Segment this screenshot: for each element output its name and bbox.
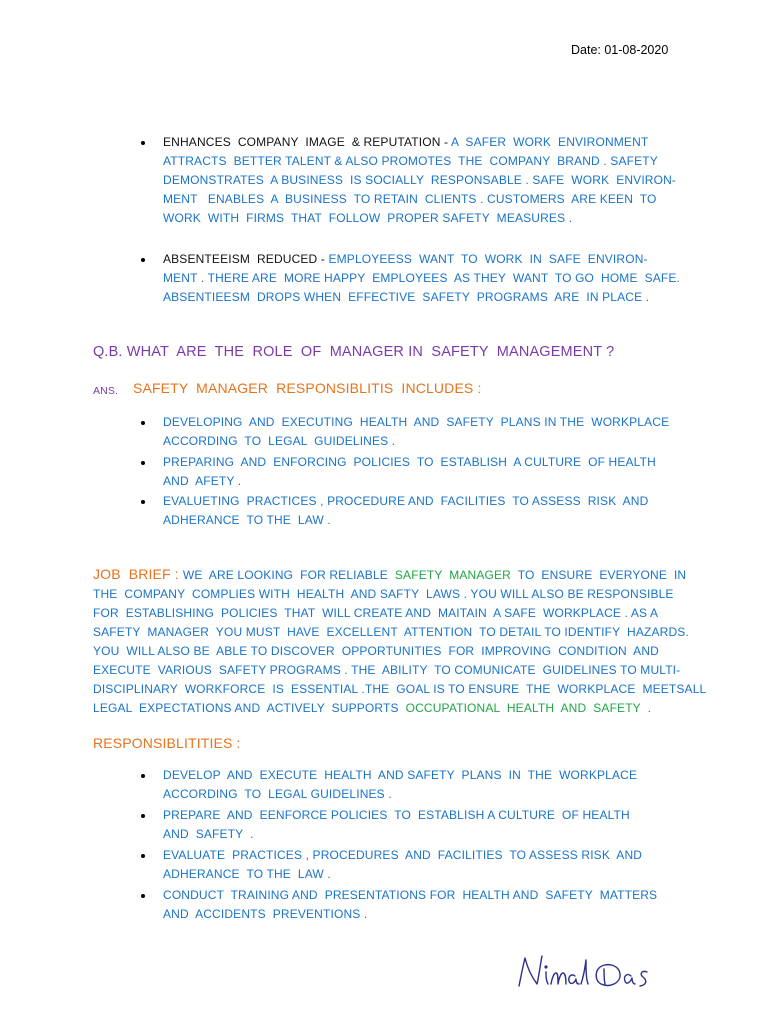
benefit-text: MENT ENABLES A BUSINESS TO RETAIN CLIENTS . CUSTOMERS ARE KEEN TO — [163, 192, 657, 206]
benefit-text: ABSENTIEESM DROPS WHEN EFFECTIVE SAFETY PROGRAMS ARE IN PLACE . — [163, 290, 650, 304]
bullet — [141, 500, 145, 504]
benefit-line — [163, 252, 648, 266]
benefit-text: MENT . THERE ARE MORE HAPPY EMPLOYEES AS THEY WANT TO GO HOME SAFE. — [163, 271, 681, 285]
answer-prefix: ANS. — [93, 385, 119, 397]
responsibility-item: AND ACCIDENTS PREVENTIONS . — [163, 907, 368, 921]
bullet — [141, 141, 145, 145]
answer-item: AND AFETY . — [163, 474, 242, 488]
bullet — [141, 894, 145, 898]
job-brief-text: TO ENSURE EVERYONE IN — [510, 568, 687, 582]
benefit-heading: ABSENTEEISM REDUCED - — [163, 252, 329, 266]
bullet — [141, 461, 145, 465]
benefit-text: WORK WITH FIRMS THAT FOLLOW PROPER SAFETY MEASURES . — [163, 211, 573, 225]
job-brief-text: FOR ESTABLISHING POLICIES THAT WILL CREATE AND MAITAIN A SAFE WORKPLACE . AS A — [93, 606, 659, 620]
job-brief-text: DISCIPLINARY WORKFORCE IS ESSENTIAL .THE GOAL IS TO ENSURE THE WORKPLACE MEETSALL — [93, 682, 707, 696]
benefit-text: A SAFER WORK ENVIRONMENT — [450, 135, 649, 149]
bullet — [141, 814, 145, 818]
job-brief-text: THE COMPANY COMPLIES WITH HEALTH AND SAFTY LAWS . YOU WILL ALSO BE RESPONSIBLE — [93, 587, 674, 601]
benefit-text: DEMONSTRATES A BUSINESS IS SOCIALLY RESPONSABLE . SAFE WORK ENVIRON- — [163, 173, 677, 187]
responsibility-item: DEVELOP AND EXECUTE HEALTH AND SAFETY PLANS IN THE WORKPLACE — [163, 768, 638, 782]
question-heading: Q.B. WHAT ARE THE ROLE OF MANAGER IN SAFETY MANAGEMENT ? — [93, 344, 615, 360]
job-brief-text: . — [640, 701, 652, 715]
responsibility-item: ACCORDING TO LEGAL GUIDELINES . — [163, 787, 392, 801]
job-brief-text: YOU WILL ALSO BE ABLE TO DISCOVER OPPORTUNITIES FOR IMPROVING CONDITION AND — [93, 644, 659, 658]
benefit-line — [163, 135, 648, 149]
responsibility-item: CONDUCT TRAINING AND PRESENTATIONS FOR HEALTH AND SAFETY MATTERS — [163, 888, 658, 902]
bullet — [141, 774, 145, 778]
responsibility-item: AND SAFETY . — [163, 827, 254, 841]
job-brief-text: EXECUTE VARIOUS SAFETY PROGRAMS . THE ABILITY TO COMUNICATE GUIDELINES TO MULTI- — [93, 663, 681, 677]
answer-heading: SAFETY MANAGER RESPONSIBLITIS INCLUDES : — [133, 380, 482, 396]
responsibility-item: EVALUATE PRACTICES , PROCEDURES AND FACILITIES TO ASSESS RISK AND — [163, 848, 643, 862]
bullet — [141, 854, 145, 858]
job-brief-highlight: SAFETY MANAGER — [394, 568, 511, 582]
job-brief-text: SAFETY MANAGER YOU MUST HAVE EXCELLENT ATTENTION TO DETAIL TO IDENTIFY HAZARDS. — [93, 625, 689, 639]
responsibilities-heading: RESPONSIBLITITIES : — [93, 735, 241, 751]
job-brief-line — [93, 566, 686, 582]
job-brief-line — [93, 701, 651, 715]
handwritten-signature — [515, 948, 675, 996]
answer-item: ACCORDING TO LEGAL GUIDELINES . — [163, 434, 396, 448]
job-brief-label: JOB BRIEF : — [93, 566, 183, 582]
responsibility-item: ADHERANCE TO THE LAW . — [163, 867, 331, 881]
job-brief-highlight: OCCUPATIONAL HEALTH AND SAFETY — [405, 701, 641, 715]
job-brief-text: LEGAL EXPECTATIONS AND ACTIVELY SUPPORTS — [93, 701, 406, 715]
answer-item: DEVELOPING AND EXECUTING HEALTH AND SAFETY PLANS IN THE WORKPLACE — [163, 415, 670, 429]
answer-item: PREPARING AND ENFORCING POLICIES TO ESTABLISH A CULTURE OF HEALTH — [163, 455, 656, 469]
benefit-text: EMPLOYEESS WANT TO WORK IN SAFE ENVIRON- — [328, 252, 648, 266]
bullet — [141, 258, 145, 262]
benefit-heading: ENHANCES COMPANY IMAGE & REPUTATION - — [163, 135, 451, 149]
responsibility-item: PREPARE AND EENFORCE POLICIES TO ESTABLISH A CULTURE OF HEALTH — [163, 808, 630, 822]
job-brief-text: WE ARE LOOKING FOR RELIABLE — [182, 568, 395, 582]
answer-item: EVALUETING PRACTICES , PROCEDURE AND FACILITIES TO ASSESS RISK AND — [163, 494, 649, 508]
answer-item: ADHERANCE TO THE LAW . — [163, 513, 331, 527]
bullet — [141, 421, 145, 425]
benefit-text: ATTRACTS BETTER TALENT & ALSO PROMOTES THE COMPANY BRAND . SAFETY — [163, 154, 658, 168]
document-date: Date: 01-08-2020 — [571, 43, 669, 57]
